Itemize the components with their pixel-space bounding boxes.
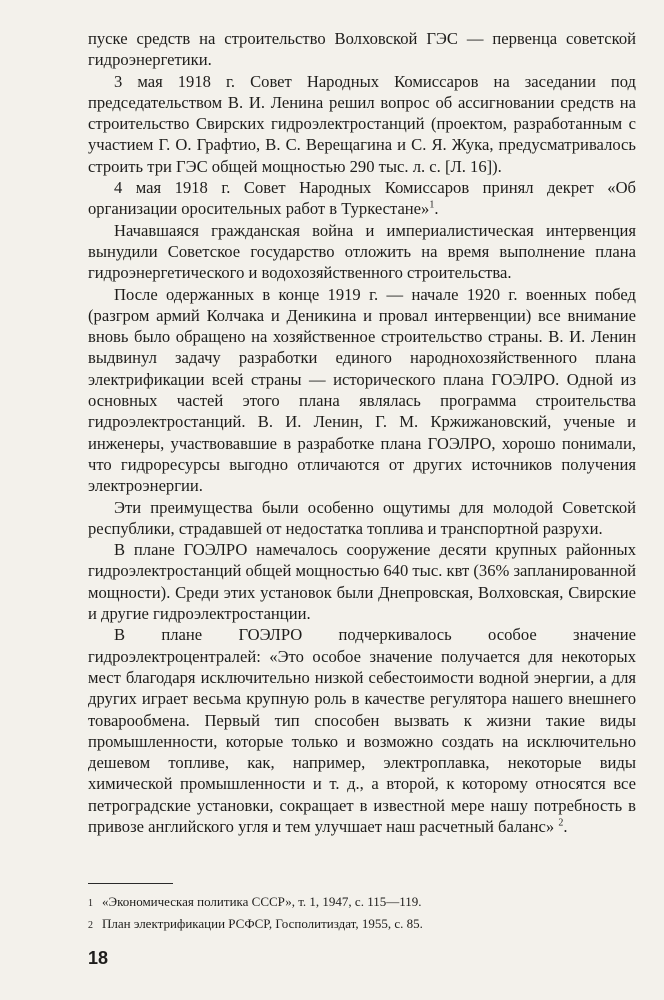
paragraph-4: Начавшаяся гражданская война и империалистическая интервенция вынудили Советское государство отложить на время выполнение плана гидроэнергетического и водохозяйственного строительства. bbox=[88, 220, 636, 283]
footnote-marker-2: 2 bbox=[558, 817, 564, 829]
body-text bbox=[88, 28, 636, 837]
footnotes bbox=[88, 883, 636, 936]
paragraph-7: В плане ГОЭЛРО намечалось сооружение десяти крупных районных гидроэлектростанций общей мощностью 640 тыс. квт (36% запланированной мощности). Среди этих установок были Днепровская, Волховская, Свирские и другие гидроэлектростанции. bbox=[88, 540, 636, 624]
footnote-2 bbox=[88, 914, 636, 936]
footnote-marker-1: 1 bbox=[429, 199, 435, 211]
footnote-1 bbox=[88, 892, 636, 914]
footnote-1-number: 1 bbox=[88, 898, 93, 909]
paragraph-6: Эти преимущества были особенно ощутимы для молодой Советской республики, страдавшей от недостатка топлива и транспортной разрухи. bbox=[88, 497, 636, 538]
paragraph-8-text: В плане ГОЭЛРО подчеркивалось особое значение гидроэлектроцентралей: «Это особое значение получается для некоторых мест благодаря исключительно низкой себестоимости водной энергии, а для других играет весьма крупную роль в качестве регулятора нашего внешнего товарообмена. Первый тип способен вызвать к жизни такие виды промышленности, которые только и возможно создать на исключительно дешевом топливе, как, например, электроплавка, некоторые виды химической промышленности и т. д., а второй, к которому относятся все петроградские установки, сокращает в известной мере нашу потребность в привозе английского угля и тем улучшает наш расчетный баланс» bbox=[88, 625, 636, 836]
paragraph-3-period: . bbox=[434, 199, 439, 219]
footnote-2-number: 2 bbox=[88, 920, 93, 931]
footnote-divider bbox=[88, 883, 173, 884]
paragraph-1: пуске средств на строительство Волховской ГЭС — первенца советской гидроэнергетики. bbox=[88, 29, 636, 70]
paragraph-8-period: . bbox=[563, 816, 568, 836]
paragraph-8 bbox=[88, 624, 636, 837]
footnote-2-text: План электрификации РСФСР, Госполитиздат, 1955, с. 85. bbox=[102, 916, 423, 931]
paragraph-3-text: 4 мая 1918 г. Совет Народных Комиссаров принял декрет «Об организации оросительных работ в Туркестане» bbox=[88, 178, 636, 219]
footnote-1-text: «Экономическая политика СССР», т. 1, 1947, с. 115—119. bbox=[102, 894, 422, 909]
paragraph-2: 3 мая 1918 г. Совет Народных Комиссаров на заседании под председательством В. И. Ленина решил вопрос об ассигновании средств на строительство Свирских гидроэлектростанций (проектом, разработанным с участием Г. О. Графтио, В. С. Верещагина и С. Я. Жука, предусматривалось строить три ГЭС общей мощностью 290 тыс. л. с. [Л. 16]). bbox=[88, 71, 636, 176]
paragraph-3 bbox=[88, 177, 636, 220]
page-number: 18 bbox=[88, 948, 109, 968]
paragraph-5: После одержанных в конце 1919 г. — начале 1920 г. военных побед (разгром армий Колчака и Деникина и провал интервенции) все внимание вновь было обращено на хозяйственное строительство страны. В. И. Ленин выдвинул задачу разработки единого народнохозяйственного плана электрификации всей страны — исторического плана ГОЭЛРО. Одной из основных частей этого плана являлась программа строительства гидроэлектростанций. В. И. Ленин, Г. М. Кржижановский, ученые и инженеры, участвовавшие в разработке плана ГОЭЛРО, хорошо понимали, что гидроресурсы выгодно отличаются от других источников получения электроэнергии. bbox=[88, 284, 636, 496]
